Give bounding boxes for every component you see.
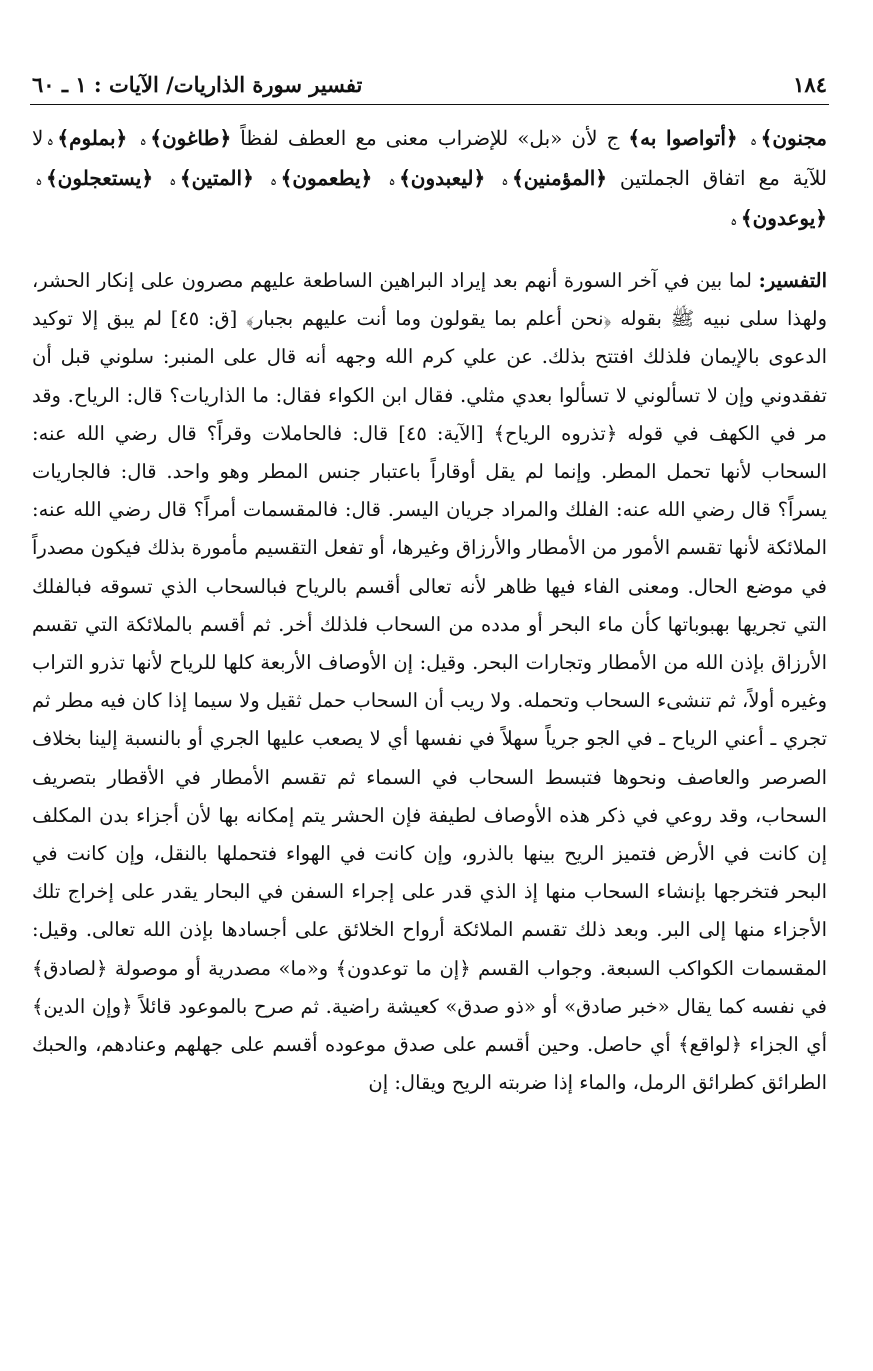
stop-item: ﴿يطعمون﴾ﮦ xyxy=(270,166,373,190)
tafsir-paragraph xyxy=(32,262,827,1102)
header-divider xyxy=(30,104,829,105)
page-header xyxy=(32,66,827,102)
tafsir-lead-word: التفسير: xyxy=(758,269,827,292)
stop-item: ﴿بملوم﴾ﮦلا للآية مع اتفاق الجملتين xyxy=(32,126,827,190)
stop-item: ﴿طاغون﴾ﮦ xyxy=(140,126,232,150)
page-number: ١٨٤ xyxy=(793,71,827,97)
waqf-notes xyxy=(32,118,827,238)
stop-item: ﴿يستعجلون﴾ﮦ xyxy=(36,166,154,190)
stop-item: ﴿يوعدون﴾ﮦ xyxy=(730,206,827,230)
stop-item: ﴿المتين﴾ﮦ xyxy=(169,166,254,190)
stop-item: ﴿المؤمنين﴾ﮦ xyxy=(502,166,607,190)
tafsir-body xyxy=(32,262,827,1102)
stop-item: مجنون﴾ﮦ xyxy=(750,126,828,150)
running-title: تفسير سورة الذاريات/ الآيات : ١ ـ ٦٠ xyxy=(32,71,363,97)
stop-item: ﴿ليعبدون﴾ﮦ xyxy=(389,166,486,190)
tafsir-text: لما بين في آخر السورة أنهم بعد إيراد البراهين الساطعة عليهم مصرون على إنكار الحشر، ولهذا سلى نبيه ﷺ بقوله ﴿نحن أعلم بما يقولون وما أنت عليهم بجبار﴾ [ق: ٤٥] لم يبق إلا توكيد الدعوى بالإيمان فلذلك افتتح بذلك. عن علي كرم الله وجهه أنه قال على المنبر: سلوني قبل أن تفقدوني وإن لا تسألوني لا تسألوا بعدي مثلي. فقال ابن الكواء فقال: ما الذاريات؟ قال: الرياح. وقد مر في الكهف في قوله ﴿تذروه الرياح﴾ [الآية: ٤٥] قال: فالحاملات وقراً؟ قال رضي الله عنه: السحاب لأنها تحمل المطر. وإنما لم يقل أوقاراً باعتبار جنس المطر وهو واحد. قال: فالجاريات يسراً؟ قال رضي الله عنه: الفلك والمراد جريان اليسر. قال: فالمقسمات أمراً؟ قال رضي الله عنه: الملائكة لأنها تقسم الأمور من الأمطار والأرزاق وغيرها، أو تفعل التقسيم مأمورة بذلك فيكون مصدراً في موضع الحال. ومعنى الفاء فيها ظاهر لأنه تعالى أقسم بالرياح فبالسحاب الذي تسوقه فبالفلك التي تجريها بهبوباتها كأن ماء البحر أو مدده من السحاب فلذلك أخر. ثم أقسم بالملائكة التي تقسم الأرزاق بإذن الله من الأمطار وتجارات البحر. وقيل: إن الأوصاف الأربعة كلها للرياح لأنها تذرو التراب وغيره أولاً، ثم تنشىء السحاب وتحمله. ولا ريب أن السحاب حمل ثقيل ولا سيما إذا كان فيه مطر ثم تجري ـ أعني الرياح ـ في الجو جرياً سهلاً في نفسها أي لا يصعب عليها الجري أو بالنسبة إلينا بخلاف الصرصر والعاصف ونحوها فتبسط السحاب في السماء ثم تقسم الأمطار في الأقطار بتصريف السحاب، وقد روعي في ذكر هذه الأوصاف لطيفة فإن الحشر يتم إمكانه بها لأن أجزاء بدن المكلف إن كانت في الأرض فتميز الريح بينها بالذرو، وإن كانت في الهواء فتحملها بالنقل، وإن كانت في البحر فتخرجها بإنشاء السحاب منها إذ الذي قدر على إجراء السفن في البحار يقدر على إخراج تلك الأجزاء منها إلى البر. وبعد ذلك تقسم الملائكة أرواح الخلائق على أجسادها بإذن الله تعالى. وقيل: المقسمات الكواكب السبعة. وجواب القسم ﴿إن ما توعدون﴾ و«ما» مصدرية أو موصولة ﴿لصادق﴾ في نفسه كما يقال «خبر صادق» أو «ذو صدق» كعيشة راضية. ثم صرح بالموعود قائلاً ﴿وإن الدين﴾ أي الجزاء ﴿لواقع﴾ أي حاصل. وحين أقسم على صدق موعوده أقسم على جهلهم وعنادهم، والحبك الطرائق كطرائق الرمل، والماء إذا ضربته الريح ويقال: إن xyxy=(32,269,828,1095)
stop-item: ﴿أتواصوا به﴾ ج لأن «بل» للإضراب معنى مع العطف لفظاً xyxy=(240,126,738,150)
